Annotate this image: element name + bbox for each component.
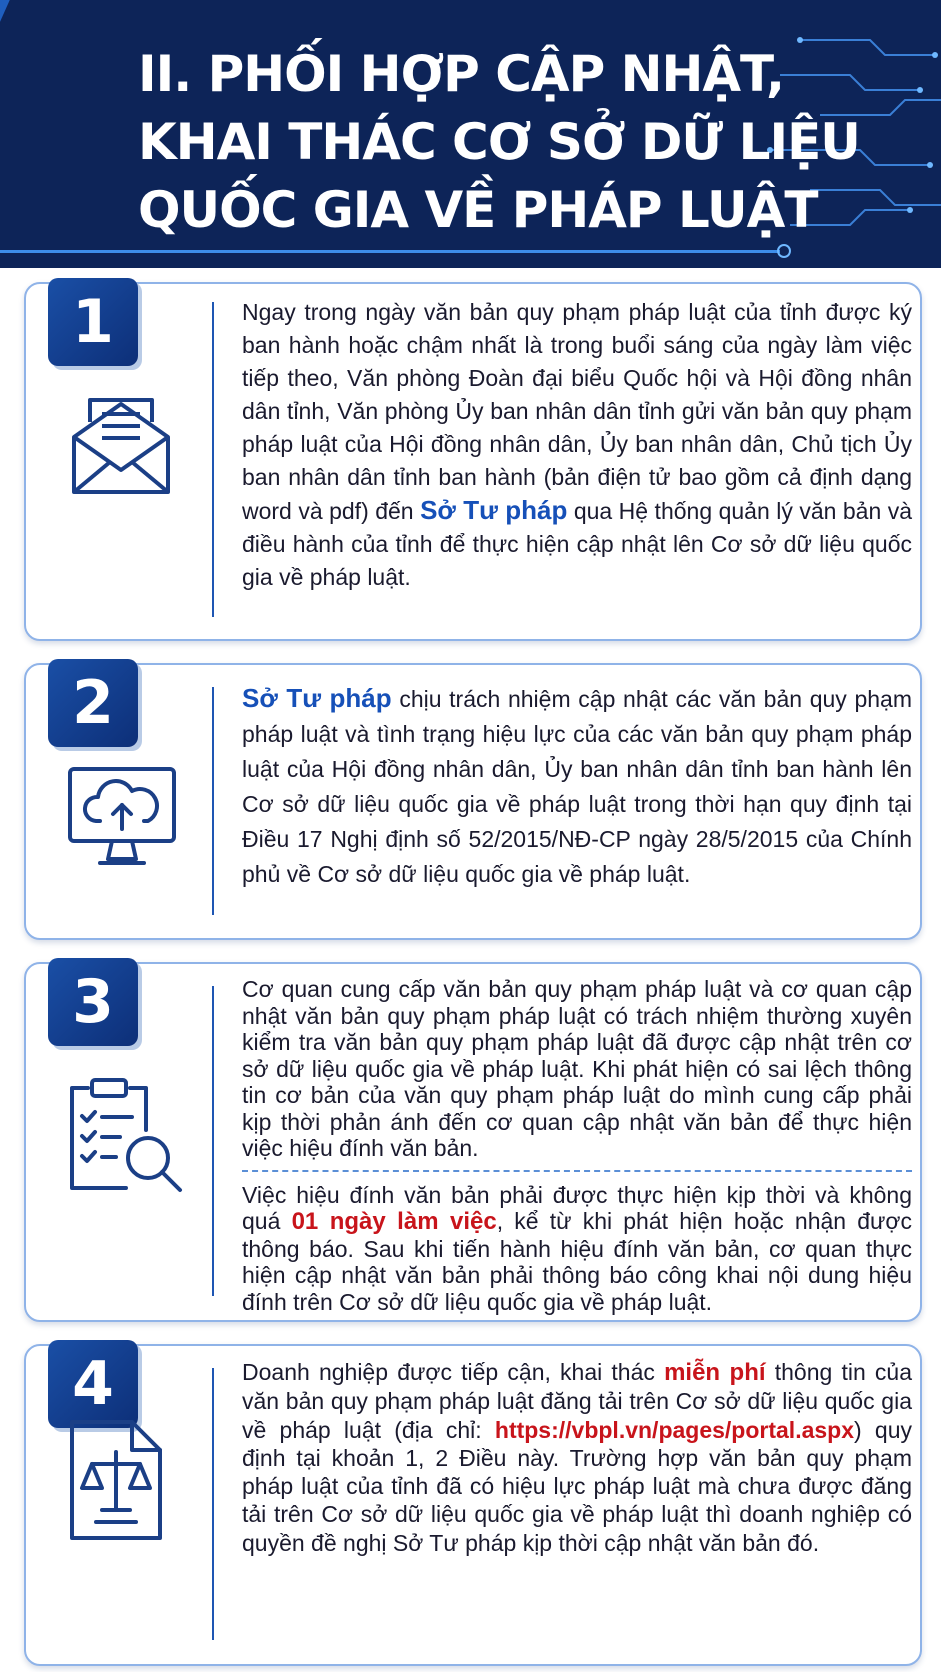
item-divider xyxy=(212,1368,214,1640)
item-number-badge: 2 xyxy=(48,659,138,747)
item-text-part: Việc hiệu đính văn bản phải được thực hiện kịp thời và không quá xyxy=(242,1181,912,1234)
item-paragraph xyxy=(242,1182,912,1316)
item-text xyxy=(242,681,912,892)
document-scales-icon xyxy=(66,1418,166,1542)
clipboard-search-icon xyxy=(66,1074,188,1196)
item-number-badge: 1 xyxy=(48,278,138,366)
highlight-deadline: 01 ngày làm việc xyxy=(291,1208,497,1235)
page-title xyxy=(138,40,860,244)
dashed-divider xyxy=(242,1170,912,1172)
item-divider xyxy=(212,302,214,617)
decorative-stripe-white xyxy=(0,0,4,268)
title-line-3: QUỐC GIA VỀ PHÁP LUẬT xyxy=(138,181,818,239)
header-banner xyxy=(0,0,941,268)
item-text xyxy=(242,296,912,594)
item-paragraph: Cơ quan cung cấp văn bản quy phạm pháp luật và cơ quan cập nhật văn bản quy phạm pháp luật có trách nhiệm thường xuyên kiểm tra văn bản quy phạm pháp luật đã được cập nhật trên cơ sở dữ liệu quốc gia về pháp luật. Khi phát hiện có sai lệch thông tin cơ bản của văn quy phạm pháp luật do mình cung cấp phải kịp thời phản ánh đến cơ quan cập nhật văn bản để thực hiện việc hiệu đính văn bản. xyxy=(242,976,912,1161)
header-divider xyxy=(0,250,780,253)
item-text-part: Ngay trong ngày văn bản quy phạm pháp luật của tỉnh được ký ban hành hoặc chậm nhất là trong buổi sáng của ngày làm việc tiếp theo, Văn phòng Đoàn đại biểu Quốc hội và Hội đồng nhân dân tỉnh, Văn phòng Ủy ban nhân dân tỉnh gửi văn bản quy phạm pháp luật của Hội đồng nhân dân, Ủy ban nhân dân, Chủ tịch Ủy ban nhân dân tỉnh ban hành (bản điện tử bao gồm cả định dạng word và pdf) đến xyxy=(242,299,912,524)
item-divider xyxy=(212,687,214,915)
item-card-1 xyxy=(24,282,922,641)
item-text-part: ) quy định tại khoản 1, 2 Điều này. Trường hợp văn bản quy phạm pháp luật của tỉnh đã có hiệu lực pháp luật mà chưa được đăng tải trên Cơ sở dữ liệu quốc gia về pháp luật thì doanh nghiệp có quyền đề nghị Sở Tư pháp kịp thời cập nhật văn bản đó. xyxy=(242,1416,912,1556)
item-card-2 xyxy=(24,663,922,940)
item-text-part: Doanh nghiệp được tiếp cận, khai thác xyxy=(242,1359,655,1385)
header-divider-dot xyxy=(777,244,791,258)
decorative-stripe xyxy=(0,0,13,268)
title-line-2: KHAI THÁC CƠ SỞ DỮ LIỆU xyxy=(138,113,860,171)
highlight-free: miễn phí xyxy=(664,1359,766,1386)
item-divider xyxy=(212,986,214,1296)
item-text-part: , kể từ khi phát hiện hoặc nhận được thông báo. Sau khi tiến hành hiệu đính văn bản, cơ quan thực hiện cập nhật văn bản phải thông báo công khai nội dung hiệu đính trên Cơ sở dữ liệu quốc gia về pháp luật. xyxy=(242,1208,913,1315)
highlight-so-tu-phap: Sở Tư pháp xyxy=(242,683,392,713)
item-text xyxy=(242,1358,912,1557)
item-text xyxy=(242,976,912,1315)
item-number-badge: 4 xyxy=(48,1340,138,1428)
item-number-badge: 3 xyxy=(48,958,138,1046)
item-text-part: chịu trách nhiệm cập nhật các văn bản quy phạm pháp luật và tình trạng hiệu lực của các văn bản quy phạm pháp luật của Hội đồng nhân dân, Ủy ban nhân dân tỉnh ban hành lên Cơ sở dữ liệu quốc gia về pháp luật trong thời hạn quy định tại Điều 17 Nghị định số 52/2015/NĐ-CP ngày 28/5/2015 của Chính phủ về Cơ sở dữ liệu quốc gia về pháp luật. xyxy=(242,686,912,887)
title-line-1: II. PHỐI HỢP CẬP NHẬT, xyxy=(138,45,784,103)
portal-link[interactable]: https://vbpl.vn/pages/portal.aspx xyxy=(494,1416,855,1443)
item-card-4 xyxy=(24,1344,922,1666)
envelope-icon xyxy=(66,392,176,502)
item-text-part: thông tin của văn bản quy phạm pháp luật đăng tải trên Cơ sở dữ liệu quốc gia về pháp luật (địa chỉ: xyxy=(242,1359,913,1443)
cloud-upload-monitor-icon xyxy=(66,765,178,869)
item-card-3 xyxy=(24,962,922,1322)
highlight-so-tu-phap: Sở Tư pháp xyxy=(420,495,568,525)
item-text-part: qua Hệ thống quản lý văn bản và điều hành của tỉnh để thực hiện cập nhật lên Cơ sở dữ liệu quốc gia về pháp luật. xyxy=(242,498,913,590)
